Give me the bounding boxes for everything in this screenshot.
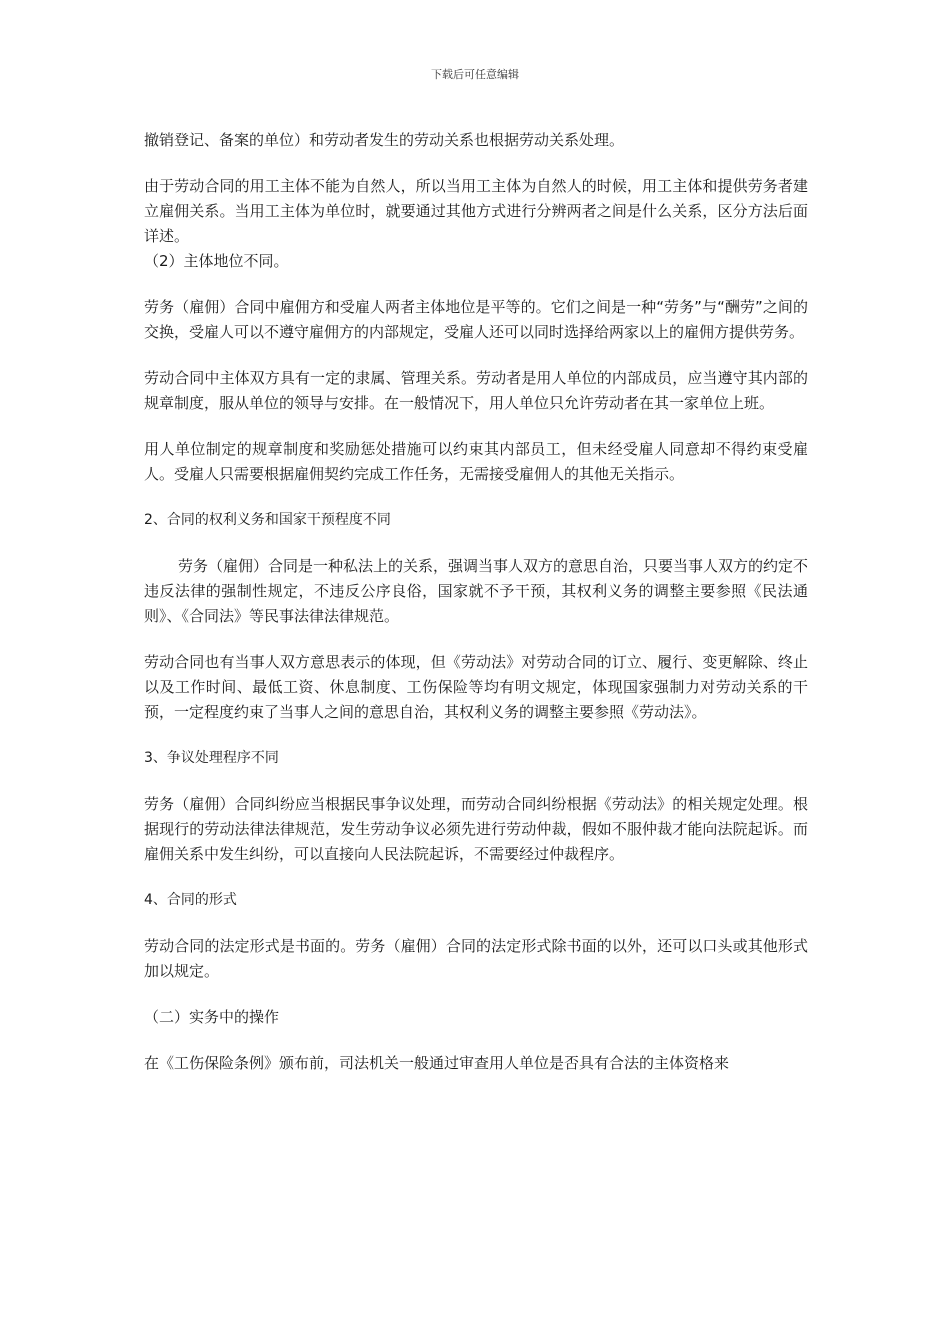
section-heading: 2、合同的权利义务和国家干预程度不同 (144, 512, 391, 528)
paragraph: 劳动合同也有当事人双方意思表示的体现，但《劳动法》对劳动合同的订立、履行、变更解除、终止以及工作时间、最低工资、休息制度、工伤保险等均有明文规定，体现国家强制力对劳动关系的干预，一定程度约束了当事人之间的意思自治，其权利义务的调整主要参照《劳动法》。 (144, 653, 808, 721)
document-body (144, 128, 808, 1076)
paragraph: 劳务（雇佣）合同中雇佣方和受雇人两者主体地位是平等的。它们之间是一种“劳务”与“酬劳”之间的交换，受雇人可以不遵守雇佣方的内部规定，受雇人还可以同时选择给两家以上的雇佣方提供劳务。 (144, 298, 808, 341)
paragraph: 撤销登记、备案的单位）和劳动者发生的劳动关系也根据劳动关系处理。 (144, 131, 625, 149)
section-heading: 4、合同的形式 (144, 892, 237, 908)
paragraph: 在《工伤保险条例》颁布前，司法机关一般通过审查用人单位是否具有合法的主体资格来 (144, 1054, 730, 1072)
paragraph: 劳务（雇佣）合同是一种私法上的关系，强调当事人双方的意思自治，只要当事人双方的约定不违反法律的强制性规定，不违反公序良俗，国家就不予干预，其权利义务的调整主要参照《民法通则》、《合同法》等民事法律法律规范。 (144, 557, 809, 625)
section-heading: 3、争议处理程序不同 (144, 750, 279, 766)
paragraph: 由于劳动合同的用工主体不能为自然人，所以当用工主体为自然人的时候，用工主体和提供劳务者建立雇佣关系。当用工主体为单位时，就要通过其他方式进行分辨两者之间是什么关系，区分方法后面详述。 (144, 177, 808, 245)
paragraph: 用人单位制定的规章制度和奖励惩处措施可以约束其内部员工，但未经受雇人同意却不得约束受雇人。受雇人只需要根据雇佣契约完成工作任务，无需接受雇佣人的其他无关指示。 (144, 440, 808, 483)
paragraph: 劳务（雇佣）合同纠纷应当根据民事争议处理，而劳动合同纠纷根据《劳动法》的相关规定处理。根据现行的劳动法律法律规范，发生劳动争议必须先进行劳动仲裁，假如不服仲裁才能向法院起诉。而雇佣关系中发生纠纷，可以直接向人民法院起诉，不需要经过仲裁程序。 (144, 795, 808, 863)
section-heading: （二）实务中的操作 (144, 1008, 280, 1026)
page-header: 下载后可任意编辑 (431, 68, 519, 81)
paragraph: 劳动合同中主体双方具有一定的隶属、管理关系。劳动者是用人单位的内部成员，应当遵守其内部的规章制度，服从单位的领导与安排。在一般情况下，用人单位只允许劳动者在其一家单位上班。 (144, 369, 808, 412)
paragraph: 劳动合同的法定形式是书面的。劳务（雇佣）合同的法定形式除书面的以外，还可以口头或其他形式加以规定。 (144, 937, 808, 980)
paragraph: （2）主体地位不同。 (144, 252, 289, 270)
